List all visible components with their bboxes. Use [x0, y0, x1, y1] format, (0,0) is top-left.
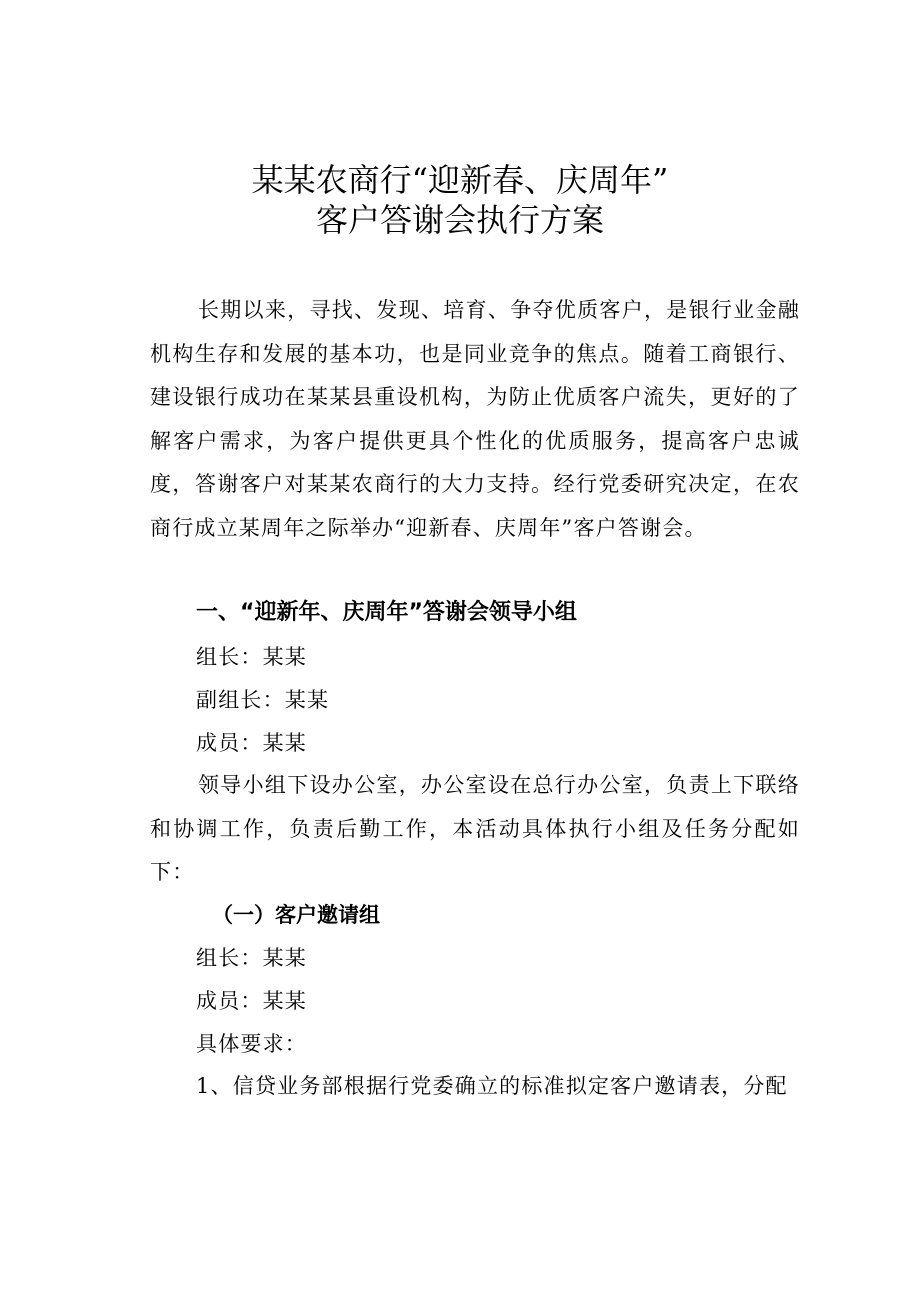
- intro-paragraph: 长期以来，寻找、发现、培育、争夺优质客户，是银行业金融机构生存和发展的基本功，也是同业竞争的焦点。随着工商银行、建设银行成功在某某县重设机构，为防止优质客户流失，更好的了解客户需求，为客户提供更具个性化的优质服务，提高客户忠诚度，答谢客户对某某农商行的大力支持。经行党委研究决定，在农商行成立某周年之际举办“迎新春、庆周年”客户答谢会。: [150, 298, 800, 540]
- section1-heading: 一、“迎新年、庆周年”答谢会领导小组: [196, 600, 577, 625]
- section1-leader: 组长：某某: [196, 645, 307, 669]
- subsection1-members: 成员：某某: [196, 989, 307, 1013]
- document-title-line2: 客户答谢会执行方案: [315, 201, 604, 239]
- subsection1-leader: 组长：某某: [196, 946, 307, 970]
- requirement-item-1: 1、信贷业务部根据行党委确立的标准拟定客户邀请表，分配: [196, 1074, 788, 1098]
- section1-deputy: 副组长：某某: [196, 688, 330, 712]
- section1-members: 成员：某某: [196, 731, 307, 755]
- subsection1-heading: （一）客户邀请组: [212, 903, 380, 927]
- office-paragraph: 领导小组下设办公室，办公室设在总行办公室，负责上下联络和协调工作，负责后勤工作，本活动具体执行小组及任务分配如下：: [150, 773, 800, 885]
- document-title-line1: 某某农商行“迎新春、庆周年”: [251, 161, 669, 199]
- requirements-label: 具体要求：: [196, 1032, 307, 1056]
